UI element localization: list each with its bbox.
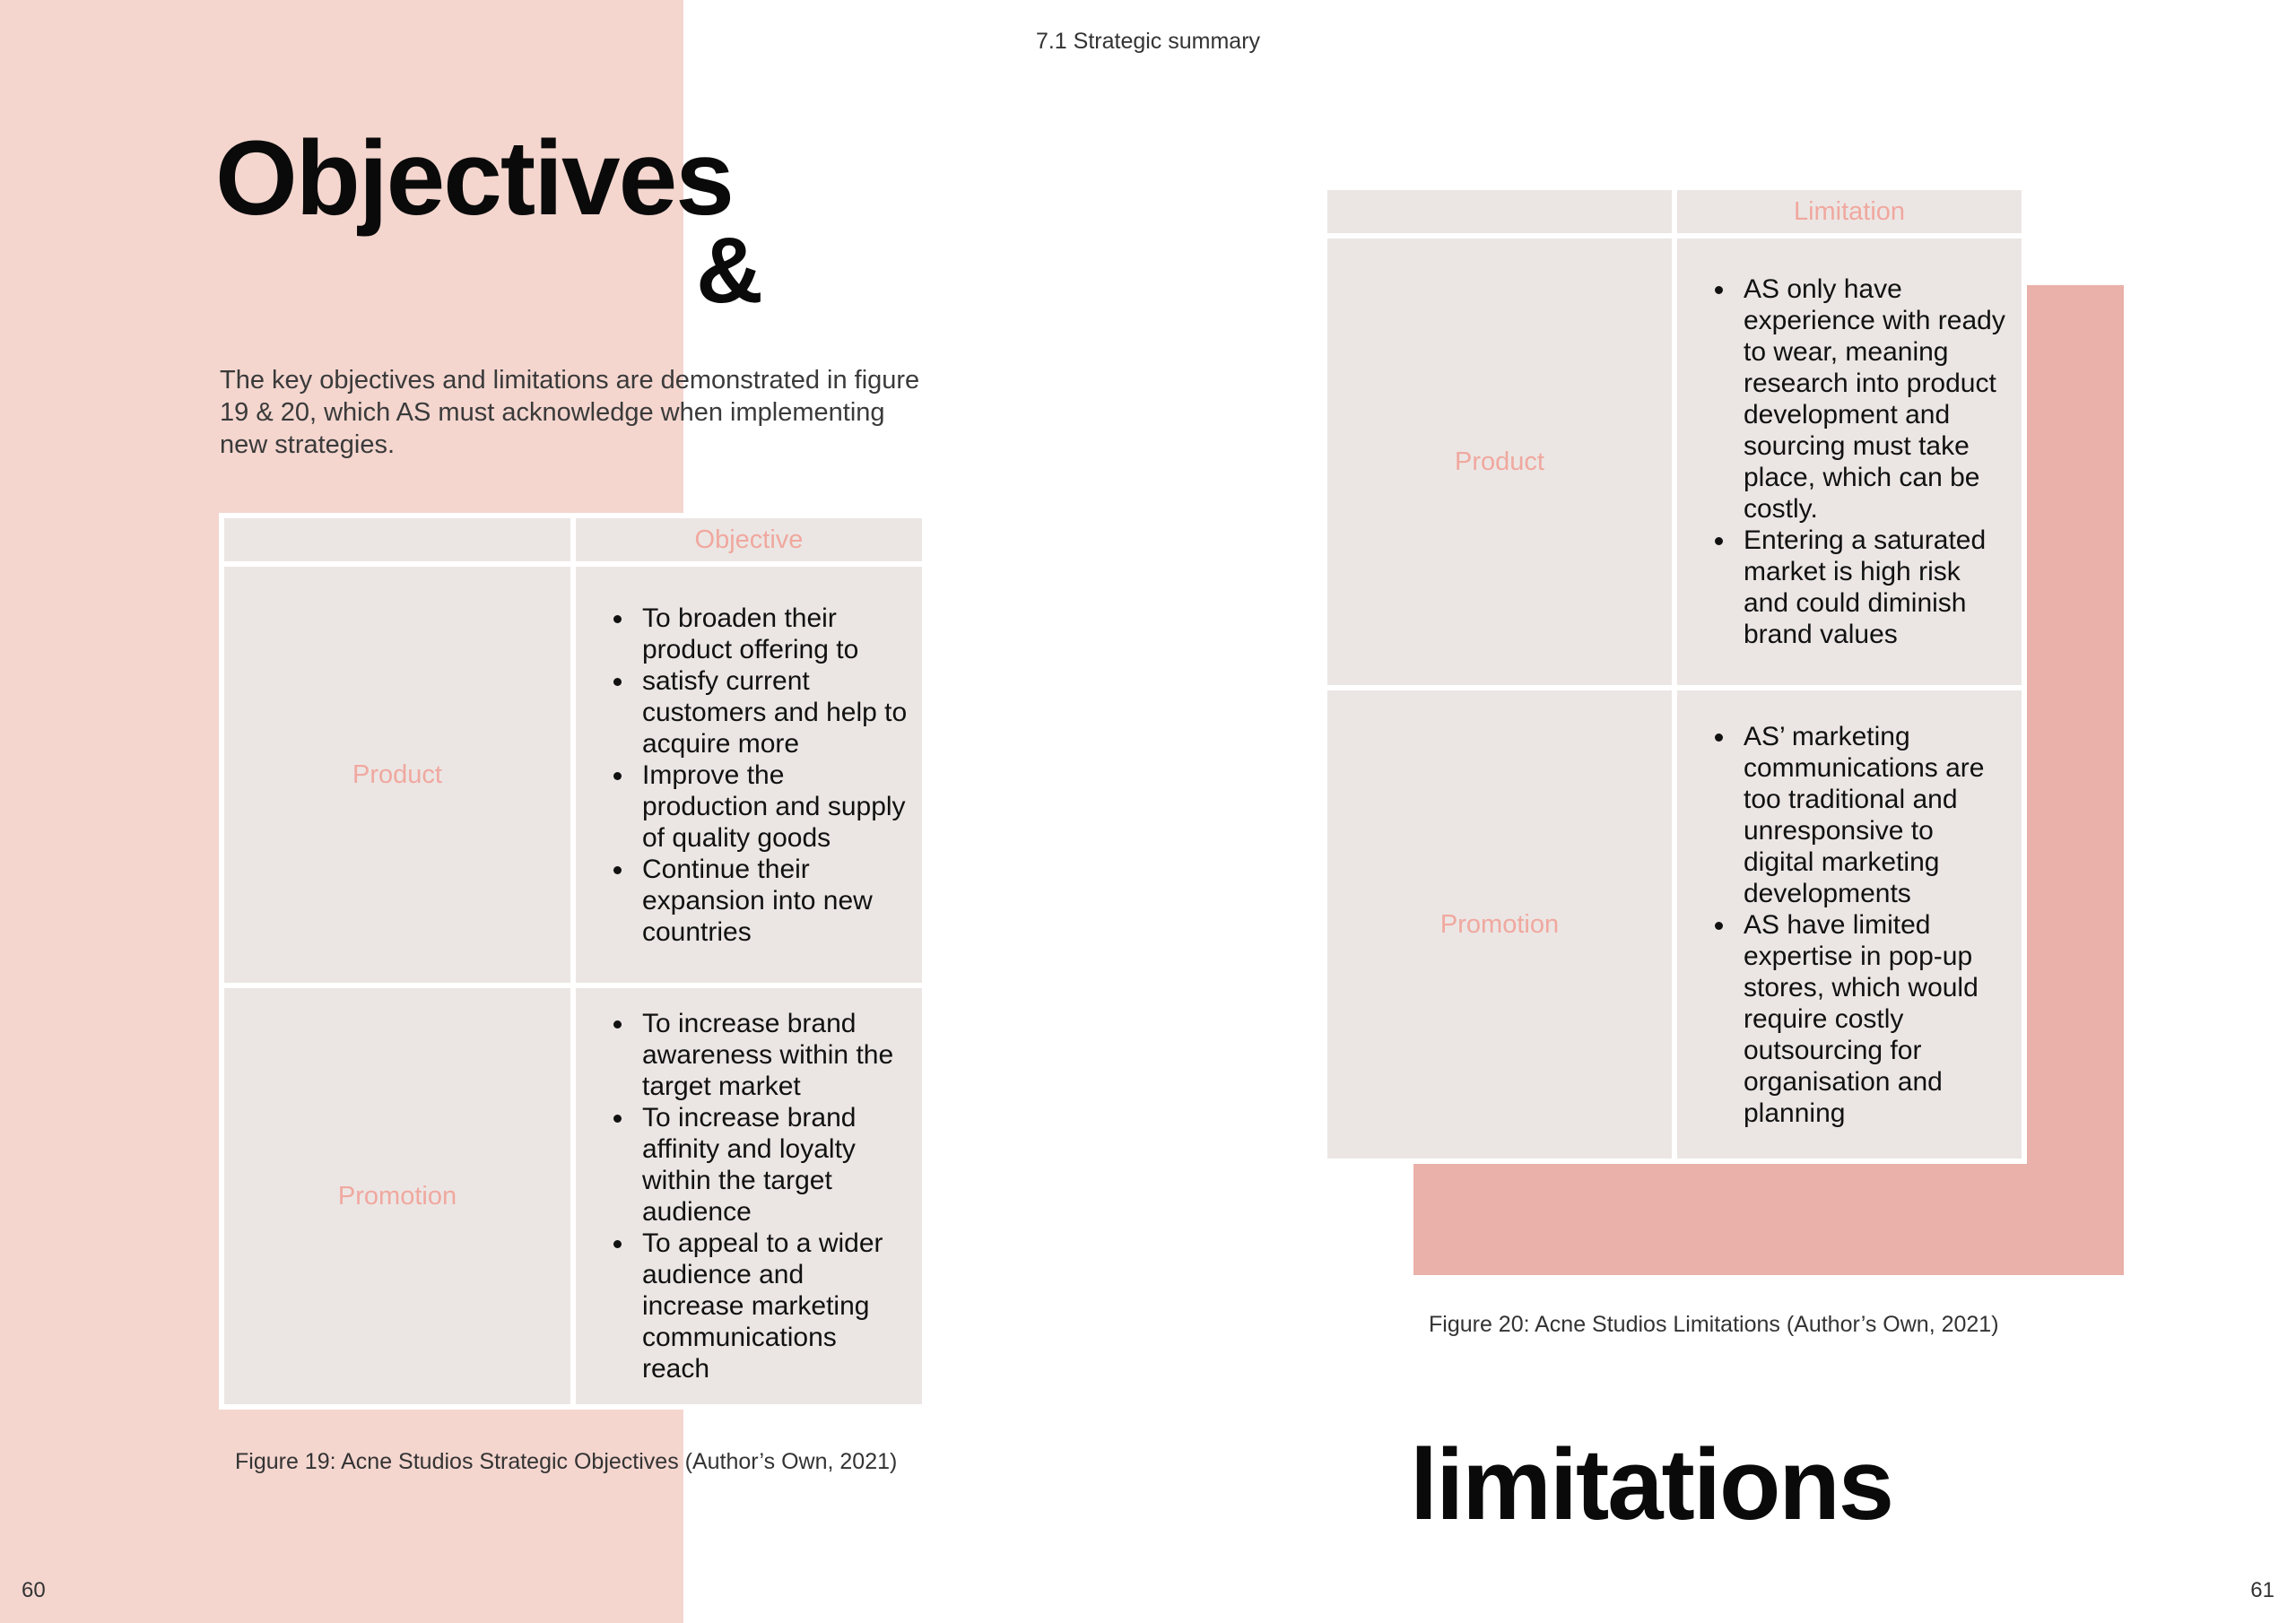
list-item: • AS have limited expertise in pop-up stores, which would require costly outsourcing for organisation and planning (1736, 909, 2011, 1129)
row-label-promotion: Promotion (1327, 690, 1672, 1159)
list-item: • Continue their expansion into new countries (635, 854, 911, 948)
intro-paragraph: The key objectives and limitations are demonstrated in figure 19 & 20, which AS must acknowledge when implementing new strategies. (220, 366, 920, 459)
objectives-heading: Objectives (215, 119, 733, 238)
row-label-product: Product (224, 567, 570, 983)
objectives-table (219, 513, 927, 1410)
objectives-product-cell (576, 567, 922, 983)
list-item: • AS only have experience with ready to wear, meaning research into product development and sourcing must take place, which can be costly. (1736, 273, 2011, 525)
list-item: • To appeal to a wider audience and increase marketing communications reach (635, 1228, 911, 1384)
ampersand-heading: & (696, 219, 762, 323)
empty-header-cell (224, 518, 570, 561)
objectives-promotion-cell (576, 988, 922, 1404)
limitations-heading: limitations (1410, 1428, 1893, 1541)
list-item: • Improve the production and supply of quality goods (635, 759, 911, 854)
row-label-promotion: Promotion (224, 988, 570, 1404)
figure-19-caption: Figure 19: Acne Studios Strategic Objectives (Author’s Own, 2021) (235, 1449, 898, 1474)
limitation-column-header: Limitation (1677, 190, 2022, 233)
section-title: 7.1 Strategic summary (1035, 29, 1261, 54)
limitations-promotion-cell (1677, 690, 2022, 1159)
row-label-product: Product (1327, 239, 1672, 685)
list-item: • AS’ marketing communications are too traditional and unresponsive to digital marketing developments (1736, 721, 2011, 909)
figure-20-caption: Figure 20: Acne Studios Limitations (Author’s Own, 2021) (1429, 1312, 1999, 1337)
empty-header-cell (1327, 190, 1672, 233)
list-item: • To increase brand awareness within the target market (635, 1008, 911, 1102)
limitations-table (1322, 185, 2027, 1164)
list-item: • Entering a saturated market is high risk and could diminish brand values (1736, 525, 2011, 650)
list-item: • To broaden their product offering to (635, 603, 911, 665)
page-number-right: 61 (2250, 1578, 2274, 1602)
list-item: • To increase brand affinity and loyalty within the target audience (635, 1102, 911, 1228)
list-item: • satisfy current customers and help to acquire more (635, 665, 911, 759)
objective-column-header: Objective (576, 518, 922, 561)
limitations-product-cell (1677, 239, 2022, 685)
page-number-left: 60 (22, 1578, 46, 1602)
